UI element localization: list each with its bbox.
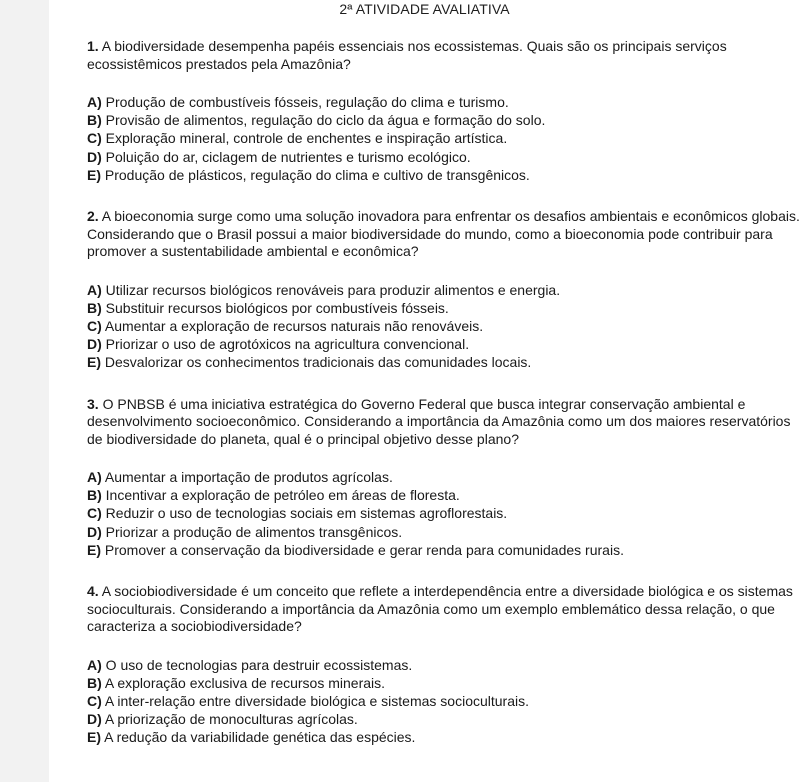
question-text	[87, 583, 800, 636]
option-letter: A)	[87, 469, 102, 486]
question-block	[87, 208, 800, 372]
question-statement: A bioeconomia surge como uma solução inovadora para enfrentar os desafios ambientais e econômicos globais. Considerando que o Brasil possui a maior biodiversidade do mundo, como a bioeconomia pode contribuir para promover a sustentabilidade ambiental e econômica?	[87, 208, 800, 260]
question-statement: A sociobiodiversidade é um conceito que reflete a interdependência entre a diversidade biológica e os sistemas socioculturais. Considerando a importância da Amazônia como um exemplo emblemático dessa relação, o que caracteriza a sociobiodiversidade?	[87, 583, 793, 635]
question-block	[87, 396, 800, 560]
option-letter: C)	[87, 505, 102, 522]
option-text: Priorizar a produção de alimentos transgênicos.	[101, 523, 403, 540]
option-text: Produção de plásticos, regulação do clima e cultivo de transgênicos.	[101, 166, 530, 183]
option-a	[87, 93, 800, 111]
option-letter: A)	[87, 94, 102, 110]
question-statement: O PNBSB é uma iniciativa estratégica do Governo Federal que busca integrar conservação ambiental e desenvolvimento socioeconômico. Considerando a importância da Amazônia como um dos maiores reservatórios de biodiversidade do planeta, qual é o principal objetivo desse plano?	[87, 395, 791, 447]
option-text: Priorizar o uso de agrotóxicos na agricultura convencional.	[101, 336, 470, 353]
option-list	[87, 93, 800, 184]
question-number: 2.	[87, 208, 99, 225]
option-c	[87, 129, 800, 147]
question-block	[87, 38, 800, 184]
question-text	[87, 396, 800, 449]
option-text: Substituir recursos biológicos por combustíveis fósseis.	[101, 299, 449, 316]
option-a	[87, 468, 800, 486]
option-text: Incentivar a exploração de petróleo em áreas de floresta.	[101, 487, 460, 504]
option-e	[87, 728, 800, 746]
option-a	[87, 656, 800, 674]
option-letter: D)	[87, 711, 102, 728]
option-text: Reduzir o uso de tecnologias sociais em sistemas agroflorestais.	[101, 505, 508, 522]
option-list	[87, 468, 800, 559]
option-list	[87, 281, 800, 372]
option-letter: E)	[87, 729, 101, 746]
option-e	[87, 166, 800, 184]
option-letter: D)	[87, 148, 102, 165]
option-d	[87, 523, 800, 541]
option-letter: D)	[87, 523, 102, 540]
question-number: 1.	[87, 38, 99, 54]
option-text: Poluição do ar, ciclagem de nutrientes e turismo ecológico.	[101, 148, 471, 165]
option-b	[87, 486, 800, 504]
option-letter: B)	[87, 112, 102, 129]
option-text: A exploração exclusiva de recursos minerais.	[101, 674, 386, 691]
option-letter: C)	[87, 317, 102, 334]
question-number: 3.	[87, 395, 99, 412]
option-text: Exploração mineral, controle de enchentes e inspiração artística.	[101, 130, 508, 147]
option-letter: C)	[87, 130, 102, 147]
option-letter: E)	[87, 541, 101, 558]
option-letter: B)	[87, 674, 102, 691]
option-text: O uso de tecnologias para destruir ecossistemas.	[101, 656, 413, 673]
option-text: Aumentar a exploração de recursos naturais não renováveis.	[101, 317, 484, 334]
option-b	[87, 111, 800, 129]
option-letter: B)	[87, 299, 102, 316]
option-text: Desvalorizar os conhecimentos tradicionais das comunidades locais.	[101, 354, 532, 371]
option-letter: B)	[87, 487, 102, 504]
question-text	[87, 38, 800, 73]
question-block	[87, 583, 800, 747]
option-e	[87, 353, 800, 371]
option-a	[87, 281, 800, 299]
option-text: Aumentar a importação de produtos agrícolas.	[101, 469, 393, 486]
option-e	[87, 541, 800, 559]
option-c	[87, 317, 800, 335]
question-number: 4.	[87, 583, 99, 600]
option-b	[87, 674, 800, 692]
question-statement: A biodiversidade desempenha papéis essenciais nos ecossistemas. Quais são os principais serviços ecossistêmicos prestados pela Amazônia?	[87, 38, 727, 72]
option-d	[87, 335, 800, 353]
option-letter: D)	[87, 336, 102, 353]
option-text: A inter-relação entre diversidade biológica e sistemas socioculturais.	[101, 692, 529, 709]
option-letter: A)	[87, 281, 102, 298]
option-letter: E)	[87, 354, 101, 371]
option-d	[87, 710, 800, 728]
document-page	[49, 0, 800, 782]
option-text: Utilizar recursos biológicos renováveis para produzir alimentos e energia.	[101, 281, 561, 298]
option-text: A redução da variabilidade genética das espécies.	[101, 729, 416, 746]
option-b	[87, 299, 800, 317]
option-list	[87, 656, 800, 747]
question-text	[87, 208, 800, 261]
option-c	[87, 504, 800, 522]
option-text: Promover a conservação da biodiversidade e gerar renda para comunidades rurais.	[101, 541, 624, 558]
option-letter: E)	[87, 166, 101, 183]
option-letter: A)	[87, 656, 102, 673]
option-letter: C)	[87, 692, 102, 709]
page-title: 2ª ATIVIDADE AVALIATIVA	[339, 1, 510, 17]
option-text: Produção de combustíveis fósseis, regulação do clima e turismo.	[101, 94, 509, 110]
option-text: Provisão de alimentos, regulação do ciclo da água e formação do solo.	[101, 112, 546, 129]
option-text: A priorização de monoculturas agrícolas.	[101, 711, 358, 728]
option-d	[87, 148, 800, 166]
question-list	[87, 38, 800, 771]
option-c	[87, 692, 800, 710]
